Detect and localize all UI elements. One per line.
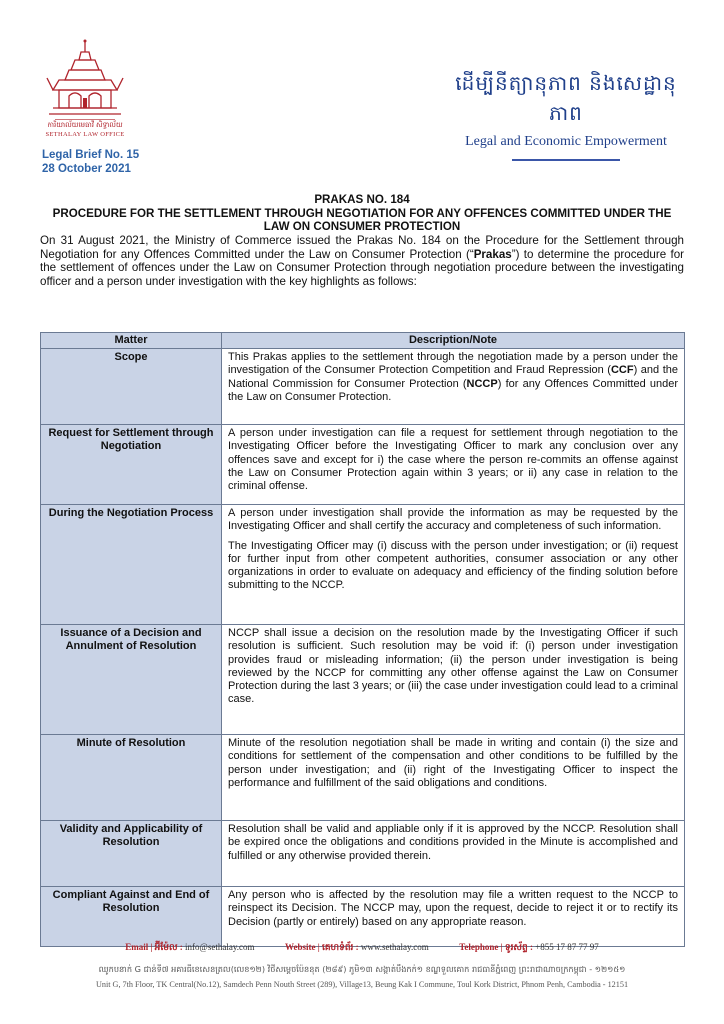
tagline-underline: [512, 159, 620, 161]
org-khmer-tagline: ដើម្បីនីត្យានុភាព និងសេដ្ឋានុភាព: [455, 71, 677, 125]
intro-bold-prakas: Prakas: [473, 247, 512, 261]
row-matter: During the Negotiation Process: [41, 505, 222, 625]
table-header-row: [41, 333, 685, 349]
table-row: [41, 625, 685, 735]
intro-text-1: On 31 August 2021, the Ministry of Commerce issued the Prakas No. 184 on the Procedure for the Settlement through Negotiation for any Offences Committed under the Law on Consumer Protection (“: [40, 234, 684, 261]
desc-text: ) for any Offences Committed under the Law on Consumer Protection.: [228, 377, 678, 403]
row-matter: Scope: [41, 349, 222, 425]
row-matter: Request for Settlement through Negotiation: [41, 425, 222, 505]
row-description: Minute of the resolution negotiation shall be made in writing and contain (i) the size and conditions for settlement of the compensation and other conditions to be fulfilled by the person under investigation; and (ii) right of the Investigating Officer to inspect the performance and fulfillment of the said obligations and conditions.: [222, 735, 685, 821]
desc-bold-nccp: NCCP: [466, 377, 498, 390]
page-footer: [0, 942, 724, 989]
row-description: [222, 505, 685, 625]
table-row: [41, 349, 685, 425]
telephone-value: +855 17 87 77 97: [535, 942, 599, 952]
logo: [30, 38, 140, 138]
logo-khmer-text: ការិយាល័យមេធាវី សិទ្ធាល័យ: [47, 122, 123, 129]
row-description: A person under investigation can file a request for settlement through negotiation to the Investigating Officer before the Investigating Officer to mark any conclusion over any offences save and except for i) the case where the person re-commits an offense against the Law on Consumer Protection again within 3 years; or ii) any case in relation to the criminal offense.: [222, 425, 685, 505]
desc-paragraph-1: A person under investigation shall provide the information as may be requested by the Investigating Officer and shall certify the accuracy and completeness of such information.: [228, 507, 678, 533]
table-row: [41, 505, 685, 625]
temple-logo-icon: [45, 38, 125, 120]
row-description: [222, 349, 685, 425]
document-title: [40, 193, 684, 234]
website-label: Website | គេហទំព័រ :: [284, 942, 359, 952]
email-value[interactable]: info@sethalay.com: [185, 942, 255, 952]
title-line-1: PRAKAS NO. 184: [314, 193, 410, 206]
highlights-table: [40, 332, 685, 947]
intro-paragraph: [40, 234, 684, 288]
row-description: NCCP shall issue a decision on the resolution made by the Investigating Officer if such resolution is sufficient. Such resolution may be void if: (i) person under investigation provides fraud or misleading information; (ii) the person under investigation is being reviewed by the NCCP for committing any other offense against the Law on Consumer Protection during the last 3 years; or (iii) the case under investigation could lead to a criminal case.: [222, 625, 685, 735]
header-description: Description/Note: [222, 333, 685, 349]
logo-english-text: SETHALAY LAW OFFICE: [45, 131, 125, 138]
row-description: Resolution shall be valid and appliable only if it is approved by the NCCP. Resolution shall be expired once the obligations and conditions provided in the Minute is accomplished and fulfilled or any otherwise provided therein.: [222, 821, 685, 887]
header-matter: Matter: [41, 333, 222, 349]
table-row: [41, 887, 685, 947]
org-tagline: [446, 70, 686, 161]
footer-address-khmer: ឈូកបនាក់ G ជាន់ទី៧ អគារធីខេសេនត្រល(លេខ១២) វិថីសម្ដេចប៉ែននុត (២៨៩) ភូមិ១៣ សង្កាត់បឹងកក់១ ខណ្ឌទួលគោក រាជធានីភ្នំពេញ ព្រះរាជាណាចក្រកម្ពុជា - ១២១៥១: [98, 964, 626, 974]
desc-text: This Prakas applies to the settlement through the negotiation made by a person under the investigation of the Consumer Protection Competition and Fraud Repression (: [228, 351, 678, 377]
table-row: [41, 735, 685, 821]
brief-date: 28 October 2021: [42, 163, 131, 175]
desc-paragraph-2: The Investigating Officer may (i) discuss with the person under investigation; or (ii) request for further input from other competent authorities, consumer association or any other organizations in order to evaluate on adequacy and efficiency of the finding solution before submitting to the NCCP.: [228, 539, 678, 592]
row-description: Any person who is affected by the resolution may file a written request to the NCCP to reinspect its Decision. The NCCP may, upon the request, decide to reject it or to rectify its Decision (partly or entirely) based on any appropriate reason.: [222, 887, 685, 947]
footer-contact-line: [0, 942, 724, 955]
website-value[interactable]: www.sethalay.com: [360, 942, 429, 952]
brief-number: Legal Brief No. 15: [42, 149, 140, 161]
org-english-tagline: Legal and Economic Empowerment: [465, 134, 667, 149]
footer-address-english: Unit G, 7th Floor, TK Central(No.12), Samdech Penn Nouth Street (289), Village13, Beung Kak I Commune, Toul Kork District, Phnom Penh, Cambodia - 12151: [95, 980, 629, 989]
row-matter: Issuance of a Decision and Annulment of Resolution: [41, 625, 222, 735]
brief-info: [42, 148, 139, 176]
row-matter: Minute of Resolution: [41, 735, 222, 821]
intro-text-2: ”) to determine the procedure for the settlement of offences under the Law on Consumer Protection through negotiation procedure between the investigating officer and a person under investigation with the key highlights as follows:: [40, 247, 684, 288]
row-matter: Validity and Applicability of Resolution: [41, 821, 222, 887]
table-row: [41, 821, 685, 887]
desc-text: ) and the National Commission for Consumer Protection (: [228, 364, 678, 390]
row-matter: Compliant Against and End of Resolution: [41, 887, 222, 947]
title-line-2: PROCEDURE FOR THE SETTLEMENT THROUGH NEGOTIATION FOR ANY OFFENCES COMMITTED UNDER THE LAW ON CONSUMER PROTECTION: [52, 206, 672, 234]
desc-bold-ccf: CCF: [610, 364, 634, 377]
email-label: Email | អ៊ីម៉ែល :: [125, 942, 183, 952]
table-row: [41, 425, 685, 505]
telephone-label: Telephone | ទូរស័ព្ទ :: [459, 942, 533, 952]
